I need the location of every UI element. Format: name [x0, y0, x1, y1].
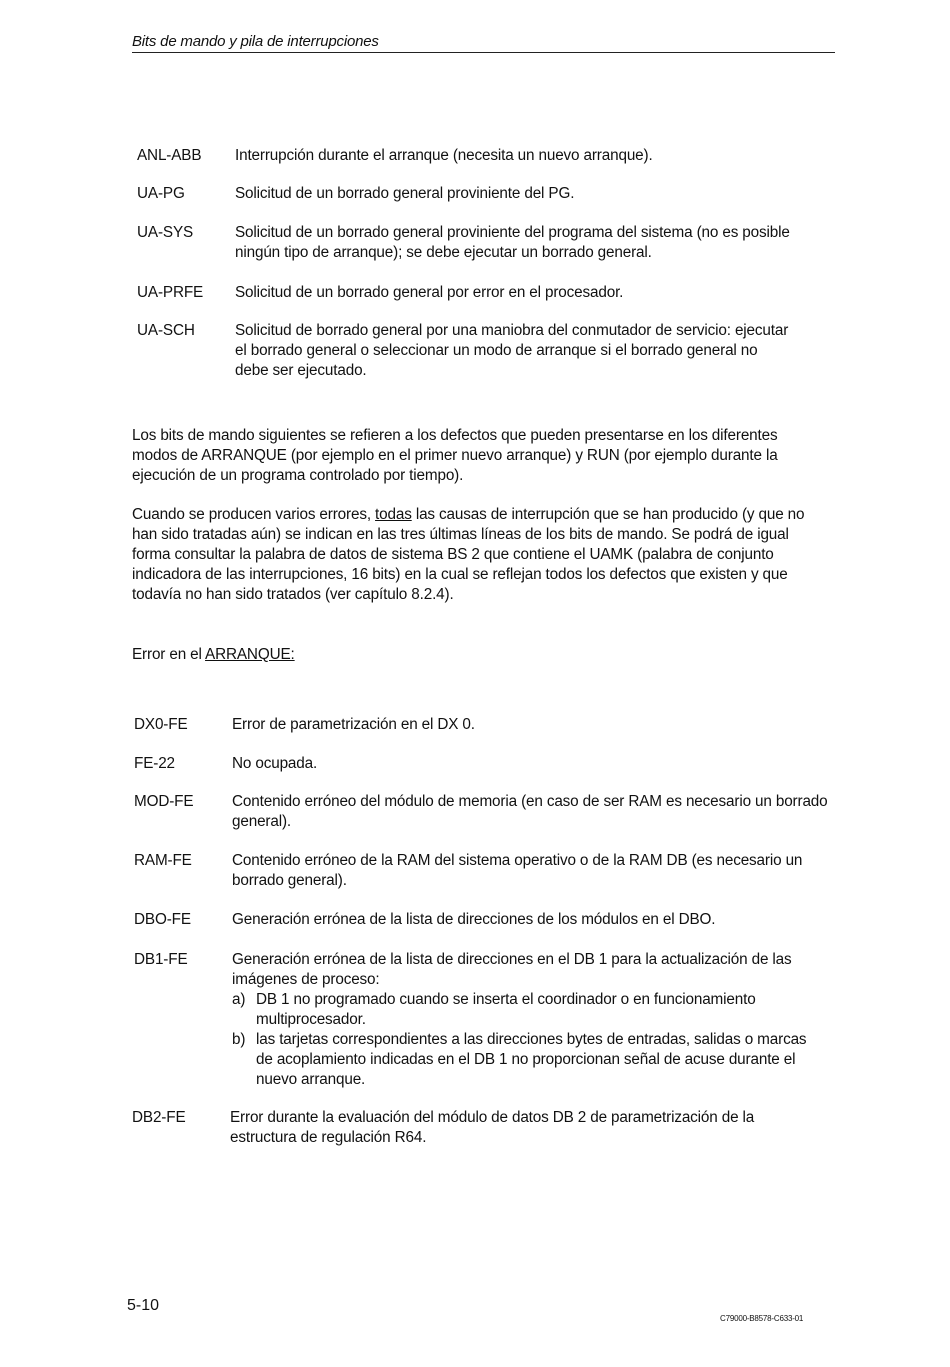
def-text: Solicitud de un borrado general por error en el procesador. [235, 284, 624, 301]
def-key: UA-PRFE [137, 284, 204, 301]
page-number: 5-10 [127, 1297, 160, 1314]
def-key: ANL-ABB [137, 147, 202, 164]
def-text: Solicitud de un borrado general proviniente del programa del sistema (no es posible ningún tipo de arranque); se debe ejecutar un borrado general. [235, 224, 790, 261]
def-text: Solicitud de un borrado general proviniente del PG. [235, 185, 575, 202]
def-key: UA-PG [137, 185, 185, 202]
error-heading [132, 645, 822, 665]
def-text: Solicitud de borrado general por una maniobra del conmutador de servicio: ejecutar el borrado general o seleccionar un modo de arranque si el borrado general no debe ser ejecutado. [235, 322, 789, 379]
def-key: UA-SCH [137, 322, 195, 339]
def-key: DB1-FE [134, 951, 188, 968]
def-text: Contenido erróneo del módulo de memoria (en caso de ser RAM es necesario un borrado general). [232, 793, 828, 830]
def-text-block [232, 950, 830, 1090]
error-heading-underlined: ARRANQUE: [205, 646, 295, 663]
document-code: C79000-B8578-C633-01 [720, 1314, 804, 1323]
def-key: DBO-FE [134, 911, 191, 928]
list-item-a [232, 990, 816, 1030]
def-key: DX0-FE [134, 716, 188, 733]
def-text: Generación errónea de la lista de direcciones en el DB 1 para la actualización de las imágenes de proceso: [232, 951, 792, 988]
paragraph-text-start: Cuando se producen varios errores, [132, 506, 376, 523]
paragraph-text-end: las causas de interrupción que se han producido (y que no han sido tratadas aún) se indican en las tres últimas líneas de los bits de mando. Se podrá de igual forma consultar la palabra de datos de sistema BS 2 que contiene el UAMK (palabra de conjunto indicadora de las interrupciones, 16 bits) en la cual se reflejan todos los defectos que existen y que todavía no han sido tratados (ver capítulo 8.2.4). [132, 506, 805, 603]
list-item-text: las tarjetas correspondientes a las direcciones bytes de entradas, salidas o marcas de acoplamiento indicadas en el DB 1 no proporcionan señal de acuse durante el nuevo arranque. [256, 1031, 807, 1088]
def-key: MOD-FE [134, 793, 194, 810]
def-text: Error de parametrización en el DX 0. [232, 716, 475, 733]
def-text: No ocupada. [232, 755, 318, 772]
list-item-label: a) [232, 991, 246, 1008]
def-key: UA-SYS [137, 224, 194, 241]
def-text: Interrupción durante el arranque (necesita un nuevo arranque). [235, 147, 653, 164]
def-key: RAM-FE [134, 852, 192, 869]
errors-paragraph [132, 505, 822, 605]
def-text: Generación errónea de la lista de direcciones de los módulos en el DBO. [232, 911, 716, 928]
def-text: Error durante la evaluación del módulo de datos DB 2 de parametrización de la estructura de regulación R64. [230, 1109, 755, 1146]
intro-paragraph [132, 426, 822, 486]
def-text: Contenido erróneo de la RAM del sistema operativo o de la RAM DB (es necesario un borrado general). [232, 852, 803, 889]
paragraph-text [132, 505, 822, 605]
list-item-b [232, 1030, 816, 1090]
list-item-text: DB 1 no programado cuando se inserta el coordinador o en funcionamiento multiprocesador. [256, 991, 756, 1028]
list-item-label: b) [232, 1031, 246, 1048]
page-header: Bits de mando y pila de interrupciones [132, 33, 835, 53]
def-key: DB2-FE [132, 1109, 186, 1126]
paragraph-text: Los bits de mando siguientes se refieren a los defectos que pueden presentarse en los diferentes modos de ARRANQUE (por ejemplo en el primer nuevo arranque) y RUN (por ejemplo durante la ejecución de un programa controlado por tiempo). [132, 427, 778, 484]
emphasis-underlined: todas [375, 506, 412, 523]
error-heading-prefix: Error en el [132, 646, 206, 663]
def-key: FE-22 [134, 755, 175, 772]
